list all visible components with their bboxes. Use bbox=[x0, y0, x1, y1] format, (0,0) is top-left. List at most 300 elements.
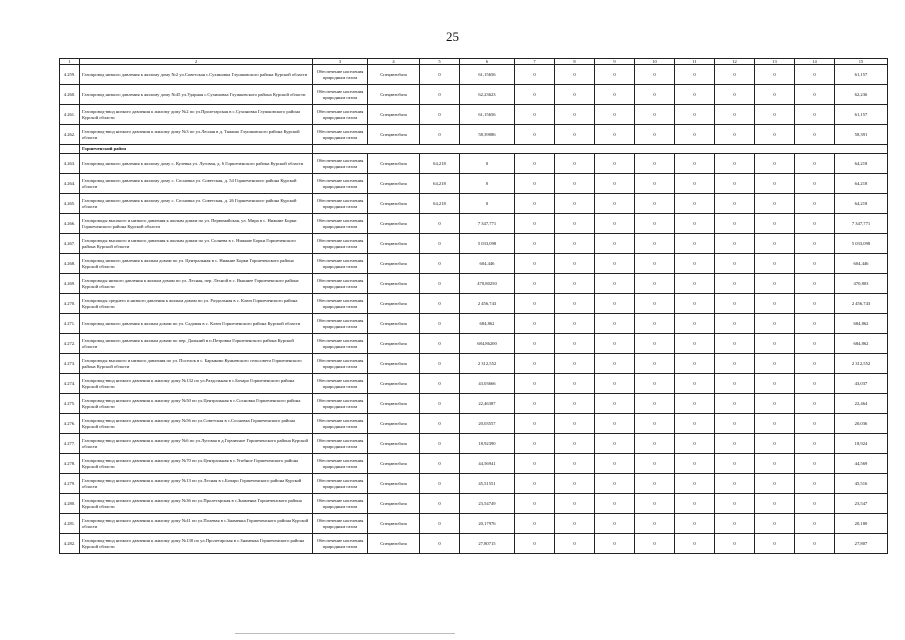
column-number-6: 6 bbox=[460, 59, 515, 65]
value-cell-c5: 0 bbox=[420, 214, 460, 234]
value-cell-c14: 0 bbox=[795, 494, 835, 514]
value-cell-c6: 61,15656 bbox=[460, 65, 515, 85]
row-number: 4.278. bbox=[60, 454, 80, 474]
value-cell-c6: 20,03557 bbox=[460, 414, 515, 434]
object-name: Газопроводы среднего и низкого давления к жилым домам по ул. Раздольная в с. Ключ Горшеченского района Курской области bbox=[80, 294, 313, 314]
value-cell-c8: 0 bbox=[555, 294, 595, 314]
column-number-15: 15 bbox=[835, 59, 888, 65]
purpose-cell: Обеспечение населения природным газом bbox=[313, 234, 368, 254]
value-cell-c8: 0 bbox=[555, 85, 595, 105]
value-cell-c10: 0 bbox=[635, 274, 675, 294]
value-cell-c14: 0 bbox=[795, 254, 835, 274]
value-cell-c11: 0 bbox=[675, 254, 715, 274]
value-cell-c12: 0 bbox=[715, 414, 755, 434]
value-cell-c13: 0 bbox=[755, 394, 795, 414]
row-number: 4.274. bbox=[60, 374, 80, 394]
row-number: 4.268. bbox=[60, 254, 80, 274]
value-cell-c13: 0 bbox=[755, 534, 795, 554]
value-cell-c8: 0 bbox=[555, 514, 595, 534]
purpose-cell: Обеспечение населения природным газом bbox=[313, 494, 368, 514]
total-cell: 64,218 bbox=[835, 194, 888, 214]
object-name: Газопровод низкого давления к жилому дому с. Сосновка ул. Советская, д. 54 Горшеченского района Курской области bbox=[80, 174, 313, 194]
value-cell-c7: 0 bbox=[515, 105, 555, 125]
value-cell-c9: 0 bbox=[595, 514, 635, 534]
value-cell-c5: 0 bbox=[420, 274, 460, 294]
value-cell-c6: 43,03666 bbox=[460, 374, 515, 394]
value-cell-c14: 0 bbox=[795, 414, 835, 434]
value-cell-c5: 0 bbox=[420, 474, 460, 494]
row-number: 4.264. bbox=[60, 174, 80, 194]
value-cell-c7: 0 bbox=[515, 85, 555, 105]
value-cell-c12: 0 bbox=[715, 434, 755, 454]
value-cell-c14: 0 bbox=[795, 234, 835, 254]
customer-cell: Спецавтобаза bbox=[368, 314, 420, 334]
value-cell-c6: 18,92390 bbox=[460, 434, 515, 454]
value-cell-c13: 0 bbox=[755, 454, 795, 474]
value-cell-c6: 0 bbox=[460, 194, 515, 214]
value-cell-c7: 0 bbox=[515, 154, 555, 174]
value-cell-c14: 0 bbox=[795, 454, 835, 474]
total-cell: 62,236 bbox=[835, 85, 888, 105]
value-cell-c14: 0 bbox=[795, 194, 835, 214]
value-cell-c10: 0 bbox=[635, 374, 675, 394]
value-cell-c5: 0 bbox=[420, 65, 460, 85]
total-cell: 2 312,552 bbox=[835, 354, 888, 374]
column-number-2: 2 bbox=[80, 59, 313, 65]
value-cell-c9: 0 bbox=[595, 234, 635, 254]
total-cell: 23,547 bbox=[835, 494, 888, 514]
total-cell: 470,803 bbox=[835, 274, 888, 294]
value-cell-c11: 0 bbox=[675, 85, 715, 105]
value-cell-c11: 0 bbox=[675, 354, 715, 374]
value-cell-c8: 0 bbox=[555, 174, 595, 194]
object-name: Газопровод-ввод низкого давления к жилому дому №132 по ул.Раздольная в с.Бочаро Горшеченского района Курской области bbox=[80, 374, 313, 394]
value-cell-c8: 0 bbox=[555, 354, 595, 374]
value-cell-c9: 0 bbox=[595, 294, 635, 314]
purpose-cell: Обеспечение населения природным газом bbox=[313, 374, 368, 394]
value-cell-c14: 0 bbox=[795, 314, 835, 334]
value-cell-c8: 0 bbox=[555, 65, 595, 85]
column-number-4: 4 bbox=[368, 59, 420, 65]
total-cell: 20,036 bbox=[835, 414, 888, 434]
section-cell-rest bbox=[313, 145, 888, 154]
value-cell-c9: 0 bbox=[595, 254, 635, 274]
purpose-cell: Обеспечение населения природным газом bbox=[313, 434, 368, 454]
value-cell-c7: 0 bbox=[515, 514, 555, 534]
value-cell-c12: 0 bbox=[715, 65, 755, 85]
value-cell-c11: 0 bbox=[675, 394, 715, 414]
value-cell-c10: 0 bbox=[635, 254, 675, 274]
value-cell-c8: 0 bbox=[555, 194, 595, 214]
table-row bbox=[60, 174, 888, 194]
purpose-cell: Обеспечение населения природным газом bbox=[313, 254, 368, 274]
value-cell-c7: 0 bbox=[515, 65, 555, 85]
value-cell-c10: 0 bbox=[635, 414, 675, 434]
customer-cell: Спецавтобаза bbox=[368, 154, 420, 174]
purpose-cell: Обеспечение населения природным газом bbox=[313, 194, 368, 214]
table-row bbox=[60, 85, 888, 105]
value-cell-c14: 0 bbox=[795, 85, 835, 105]
value-cell-c14: 0 bbox=[795, 294, 835, 314]
purpose-cell: Обеспечение населения природным газом bbox=[313, 474, 368, 494]
value-cell-c6: 684,862 bbox=[460, 314, 515, 334]
value-cell-c12: 0 bbox=[715, 454, 755, 474]
value-cell-c12: 0 bbox=[715, 254, 755, 274]
value-cell-c9: 0 bbox=[595, 334, 635, 354]
value-cell-c5: 0 bbox=[420, 354, 460, 374]
column-number-1: 1 bbox=[60, 59, 80, 65]
value-cell-c11: 0 bbox=[675, 534, 715, 554]
value-cell-c14: 0 bbox=[795, 154, 835, 174]
customer-cell: Спецавтобаза bbox=[368, 105, 420, 125]
value-cell-c8: 0 bbox=[555, 394, 595, 414]
value-cell-c14: 0 bbox=[795, 434, 835, 454]
object-name: Газопровод-ввод низкого давления к жилому дому №3 по ул.Лесная в д. Тяжино Глушковского района Курской области bbox=[80, 125, 313, 145]
value-cell-c6: 61,15656 bbox=[460, 105, 515, 125]
value-cell-c14: 0 bbox=[795, 125, 835, 145]
row-number: 4.281. bbox=[60, 514, 80, 534]
value-cell-c5: 0 bbox=[420, 394, 460, 414]
object-name: Газопровод-ввод низкого давления к жилому дому №2 по ул.Пролетарская в с.Сухиновка Глушковского района Курской области bbox=[80, 105, 313, 125]
purpose-cell: Обеспечение населения природным газом bbox=[313, 294, 368, 314]
value-cell-c8: 0 bbox=[555, 214, 595, 234]
customer-cell: Спецавтобаза bbox=[368, 334, 420, 354]
value-cell-c12: 0 bbox=[715, 474, 755, 494]
row-number: 4.275. bbox=[60, 394, 80, 414]
value-cell-c13: 0 bbox=[755, 314, 795, 334]
table-row bbox=[60, 105, 888, 125]
column-number-13: 13 bbox=[755, 59, 795, 65]
total-cell: 45,516 bbox=[835, 474, 888, 494]
value-cell-c12: 0 bbox=[715, 125, 755, 145]
value-cell-c13: 0 bbox=[755, 154, 795, 174]
row-number: 4.272. bbox=[60, 334, 80, 354]
customer-cell: Спецавтобаза bbox=[368, 374, 420, 394]
column-number-12: 12 bbox=[715, 59, 755, 65]
value-cell-c12: 0 bbox=[715, 334, 755, 354]
total-cell: 64,218 bbox=[835, 154, 888, 174]
value-cell-c11: 0 bbox=[675, 314, 715, 334]
value-cell-c12: 0 bbox=[715, 374, 755, 394]
total-cell: 64,218 bbox=[835, 174, 888, 194]
customer-cell: Спецавтобаза bbox=[368, 514, 420, 534]
value-cell-c9: 0 bbox=[595, 354, 635, 374]
value-cell-c13: 0 bbox=[755, 354, 795, 374]
value-cell-c11: 0 bbox=[675, 514, 715, 534]
value-cell-c12: 0 bbox=[715, 234, 755, 254]
table-row bbox=[60, 214, 888, 234]
table-row bbox=[60, 394, 888, 414]
value-cell-c13: 0 bbox=[755, 125, 795, 145]
value-cell-c11: 0 bbox=[675, 194, 715, 214]
value-cell-c6: 62,23623 bbox=[460, 85, 515, 105]
value-cell-c10: 0 bbox=[635, 234, 675, 254]
customer-cell: Спецавтобаза bbox=[368, 234, 420, 254]
table-row bbox=[60, 125, 888, 145]
total-cell: 7 347,771 bbox=[835, 214, 888, 234]
section-cell-blank bbox=[60, 145, 80, 154]
value-cell-c12: 0 bbox=[715, 154, 755, 174]
value-cell-c13: 0 bbox=[755, 85, 795, 105]
value-cell-c12: 0 bbox=[715, 534, 755, 554]
section-title: Горшеченский район bbox=[80, 145, 313, 154]
purpose-cell: Обеспечение населения природным газом bbox=[313, 334, 368, 354]
object-name: Газопровод-ввод низкого давления к жилому дому №6 по ул.Луговая в д.Горчичное Горшеченского района Курской области bbox=[80, 434, 313, 454]
value-cell-c6: 604,446 bbox=[460, 254, 515, 274]
column-number-11: 11 bbox=[675, 59, 715, 65]
value-cell-c12: 0 bbox=[715, 294, 755, 314]
value-cell-c9: 0 bbox=[595, 494, 635, 514]
value-cell-c5: 0 bbox=[420, 534, 460, 554]
value-cell-c7: 0 bbox=[515, 174, 555, 194]
value-cell-c5: 0 bbox=[420, 294, 460, 314]
value-cell-c6: 27,80715 bbox=[460, 534, 515, 554]
value-cell-c8: 0 bbox=[555, 274, 595, 294]
value-cell-c5: 64,218 bbox=[420, 194, 460, 214]
table-row bbox=[60, 234, 888, 254]
value-cell-c12: 0 bbox=[715, 274, 755, 294]
value-cell-c9: 0 bbox=[595, 125, 635, 145]
purpose-cell: Обеспечение населения природным газом bbox=[313, 154, 368, 174]
table-row bbox=[60, 254, 888, 274]
row-number: 4.259. bbox=[60, 65, 80, 85]
value-cell-c12: 0 bbox=[715, 494, 755, 514]
value-cell-c11: 0 bbox=[675, 454, 715, 474]
value-cell-c9: 0 bbox=[595, 434, 635, 454]
row-number: 4.279. bbox=[60, 474, 80, 494]
value-cell-c11: 0 bbox=[675, 125, 715, 145]
value-cell-c10: 0 bbox=[635, 214, 675, 234]
object-name: Газопроводы высокого и низкого давления к жилым домам по ул. Первомайская, ул. Мира в с. Нижние Борки Горшеченского района Курской области bbox=[80, 214, 313, 234]
value-cell-c14: 0 bbox=[795, 514, 835, 534]
customer-cell: Спецавтобаза bbox=[368, 274, 420, 294]
column-number-3: 3 bbox=[313, 59, 368, 65]
customer-cell: Спецавтобаза bbox=[368, 194, 420, 214]
purpose-cell: Обеспечение населения природным газом bbox=[313, 394, 368, 414]
row-number: 4.267. bbox=[60, 234, 80, 254]
value-cell-c8: 0 bbox=[555, 154, 595, 174]
value-cell-c5: 0 bbox=[420, 434, 460, 454]
value-cell-c12: 0 bbox=[715, 174, 755, 194]
column-number-7: 7 bbox=[515, 59, 555, 65]
table-row bbox=[60, 194, 888, 214]
total-cell: 61,157 bbox=[835, 65, 888, 85]
table-body bbox=[60, 59, 888, 554]
value-cell-c11: 0 bbox=[675, 234, 715, 254]
value-cell-c10: 0 bbox=[635, 65, 675, 85]
value-cell-c13: 0 bbox=[755, 274, 795, 294]
value-cell-c14: 0 bbox=[795, 214, 835, 234]
table-row bbox=[60, 474, 888, 494]
value-cell-c12: 0 bbox=[715, 354, 755, 374]
value-cell-c5: 0 bbox=[420, 514, 460, 534]
value-cell-c11: 0 bbox=[675, 154, 715, 174]
value-cell-c6: 470,80250 bbox=[460, 274, 515, 294]
value-cell-c14: 0 bbox=[795, 474, 835, 494]
value-cell-c7: 0 bbox=[515, 434, 555, 454]
row-number: 4.270. bbox=[60, 294, 80, 314]
customer-cell: Спецавтобаза bbox=[368, 214, 420, 234]
total-cell: 5 033,098 bbox=[835, 234, 888, 254]
table-row bbox=[60, 454, 888, 474]
value-cell-c12: 0 bbox=[715, 314, 755, 334]
value-cell-c13: 0 bbox=[755, 414, 795, 434]
object-name: Газопровод низкого давления к жилым домам по пер. Дальний в п.Петровка Горшеченского района Курской области bbox=[80, 334, 313, 354]
value-cell-c12: 0 bbox=[715, 214, 755, 234]
section-header-row bbox=[60, 145, 888, 154]
row-number: 4.273. bbox=[60, 354, 80, 374]
object-name: Газопровод-ввод низкого давления к жилому дому №130 по ул.Пролетарская в с.Знаменка Горшеченского района Курской области bbox=[80, 534, 313, 554]
value-cell-c6: 45,51551 bbox=[460, 474, 515, 494]
value-cell-c5: 0 bbox=[420, 414, 460, 434]
value-cell-c7: 0 bbox=[515, 254, 555, 274]
object-name: Газопроводы высокого и низкого давления по ул. Поселок в с. Барыково Куньевского сельсовета Горшеченского района Курской области bbox=[80, 354, 313, 374]
value-cell-c9: 0 bbox=[595, 105, 635, 125]
value-cell-c11: 0 bbox=[675, 105, 715, 125]
column-number-10: 10 bbox=[635, 59, 675, 65]
value-cell-c7: 0 bbox=[515, 454, 555, 474]
value-cell-c7: 0 bbox=[515, 334, 555, 354]
purpose-cell: Обеспечение населения природным газом bbox=[313, 105, 368, 125]
value-cell-c6: 684,86200 bbox=[460, 334, 515, 354]
value-cell-c11: 0 bbox=[675, 294, 715, 314]
value-cell-c9: 0 bbox=[595, 174, 635, 194]
purpose-cell: Обеспечение населения природным газом bbox=[313, 514, 368, 534]
value-cell-c8: 0 bbox=[555, 534, 595, 554]
column-number-9: 9 bbox=[595, 59, 635, 65]
object-name: Газопровод-ввод низкого давления к жилому дому №36 по ул.Пролетарская в с.Знаменка Горшеченского района Курской области bbox=[80, 494, 313, 514]
object-name: Газопровод-ввод низкого давления к жилому дому №70 по ул.Центральная в с.Угибное Горшеченского района Курской области bbox=[80, 454, 313, 474]
row-number: 4.262. bbox=[60, 125, 80, 145]
object-name: Газопровод-ввод низкого давления к жилому дому №50 по ул.Центральная в с.Сосновка Горшеченского района Курской области bbox=[80, 394, 313, 414]
value-cell-c9: 0 bbox=[595, 65, 635, 85]
row-number: 4.265. bbox=[60, 194, 80, 214]
object-name: Газопровод низкого давления к жилому дому №45 ул.Ударная с.Сухиновка Глушковского района Курской области bbox=[80, 85, 313, 105]
object-name: Газопровод низкого давления к жилым домам по ул. Садовая в с. Ключ Горшеченского района Курской области bbox=[80, 314, 313, 334]
table-row bbox=[60, 154, 888, 174]
value-cell-c10: 0 bbox=[635, 294, 675, 314]
value-cell-c7: 0 bbox=[515, 354, 555, 374]
value-cell-c10: 0 bbox=[635, 334, 675, 354]
purpose-cell: Обеспечение населения природным газом bbox=[313, 65, 368, 85]
table-row bbox=[60, 414, 888, 434]
table-row bbox=[60, 434, 888, 454]
value-cell-c10: 0 bbox=[635, 354, 675, 374]
customer-cell: Спецавтобаза bbox=[368, 414, 420, 434]
value-cell-c6: 0 bbox=[460, 154, 515, 174]
value-cell-c7: 0 bbox=[515, 414, 555, 434]
table-row bbox=[60, 314, 888, 334]
value-cell-c5: 0 bbox=[420, 85, 460, 105]
row-number: 4.261. bbox=[60, 105, 80, 125]
value-cell-c7: 0 bbox=[515, 494, 555, 514]
object-name: Газопровод-ввод низкого давления к жилому дому №56 по ул.Советская в с.Сосновка Горшеченского района Курской области bbox=[80, 414, 313, 434]
total-cell: 44,569 bbox=[835, 454, 888, 474]
column-number-14: 14 bbox=[795, 59, 835, 65]
gas-pipeline-register-table bbox=[59, 58, 888, 554]
value-cell-c13: 0 bbox=[755, 474, 795, 494]
value-cell-c8: 0 bbox=[555, 125, 595, 145]
value-cell-c9: 0 bbox=[595, 414, 635, 434]
customer-cell: Спецавтобаза bbox=[368, 174, 420, 194]
purpose-cell: Обеспечение населения природным газом bbox=[313, 354, 368, 374]
object-name: Газопровод низкого давления к жилому дому №2 ул.Советская с.Сухиновка Глушковского района Курской области bbox=[80, 65, 313, 85]
value-cell-c13: 0 bbox=[755, 514, 795, 534]
purpose-cell: Обеспечение населения природным газом bbox=[313, 214, 368, 234]
total-cell: 684,862 bbox=[835, 334, 888, 354]
total-cell: 61,157 bbox=[835, 105, 888, 125]
total-cell: 27,807 bbox=[835, 534, 888, 554]
value-cell-c7: 0 bbox=[515, 394, 555, 414]
purpose-cell: Обеспечение населения природным газом bbox=[313, 414, 368, 434]
customer-cell: Спецавтобаза bbox=[368, 494, 420, 514]
column-number-8: 8 bbox=[555, 59, 595, 65]
value-cell-c5: 0 bbox=[420, 254, 460, 274]
value-cell-c14: 0 bbox=[795, 105, 835, 125]
purpose-cell: Обеспечение населения природным газом bbox=[313, 125, 368, 145]
value-cell-c9: 0 bbox=[595, 474, 635, 494]
value-cell-c6: 5 033,098 bbox=[460, 234, 515, 254]
row-number: 4.277. bbox=[60, 434, 80, 454]
total-cell: 684,862 bbox=[835, 314, 888, 334]
value-cell-c14: 0 bbox=[795, 534, 835, 554]
value-cell-c9: 0 bbox=[595, 374, 635, 394]
value-cell-c11: 0 bbox=[675, 274, 715, 294]
value-cell-c11: 0 bbox=[675, 334, 715, 354]
value-cell-c9: 0 bbox=[595, 194, 635, 214]
row-number: 4.276. bbox=[60, 414, 80, 434]
table-row bbox=[60, 494, 888, 514]
customer-cell: Спецавтобаза bbox=[368, 454, 420, 474]
value-cell-c10: 0 bbox=[635, 534, 675, 554]
total-cell: 43,037 bbox=[835, 374, 888, 394]
customer-cell: Спецавтобаза bbox=[368, 534, 420, 554]
value-cell-c9: 0 bbox=[595, 85, 635, 105]
value-cell-c5: 0 bbox=[420, 105, 460, 125]
value-cell-c7: 0 bbox=[515, 534, 555, 554]
object-name: Газопровод низкого давления к жилому дому с. Кулевка ул. Луговая, д. 6 Горшеченского района Курской области bbox=[80, 154, 313, 174]
customer-cell: Спецавтобаза bbox=[368, 354, 420, 374]
value-cell-c5: 0 bbox=[420, 234, 460, 254]
row-number: 4.266. bbox=[60, 214, 80, 234]
value-cell-c7: 0 bbox=[515, 194, 555, 214]
value-cell-c8: 0 bbox=[555, 454, 595, 474]
value-cell-c9: 0 bbox=[595, 454, 635, 474]
value-cell-c10: 0 bbox=[635, 494, 675, 514]
value-cell-c9: 0 bbox=[595, 274, 635, 294]
value-cell-c6: 2 456,743 bbox=[460, 294, 515, 314]
value-cell-c5: 64,218 bbox=[420, 174, 460, 194]
value-cell-c10: 0 bbox=[635, 85, 675, 105]
object-name: Газопровод-ввод низкого давления к жилому дому №41 по ул.Полевая в с.Знаменка Горшеченского района Курской области bbox=[80, 514, 313, 534]
value-cell-c14: 0 bbox=[795, 65, 835, 85]
row-number: 4.260. bbox=[60, 85, 80, 105]
value-cell-c12: 0 bbox=[715, 105, 755, 125]
value-cell-c10: 0 bbox=[635, 434, 675, 454]
table-row bbox=[60, 334, 888, 354]
row-number: 4.263. bbox=[60, 154, 80, 174]
value-cell-c8: 0 bbox=[555, 434, 595, 454]
value-cell-c13: 0 bbox=[755, 174, 795, 194]
value-cell-c7: 0 bbox=[515, 274, 555, 294]
value-cell-c6: 58,39086 bbox=[460, 125, 515, 145]
value-cell-c7: 0 bbox=[515, 234, 555, 254]
value-cell-c10: 0 bbox=[635, 174, 675, 194]
value-cell-c14: 0 bbox=[795, 394, 835, 414]
object-name: Газопровод низкого давления к жилым домам по ул. Центральная в с. Нижние Борки Горшеченского района Курской области bbox=[80, 254, 313, 274]
value-cell-c5: 64,218 bbox=[420, 154, 460, 174]
value-cell-c12: 0 bbox=[715, 514, 755, 534]
